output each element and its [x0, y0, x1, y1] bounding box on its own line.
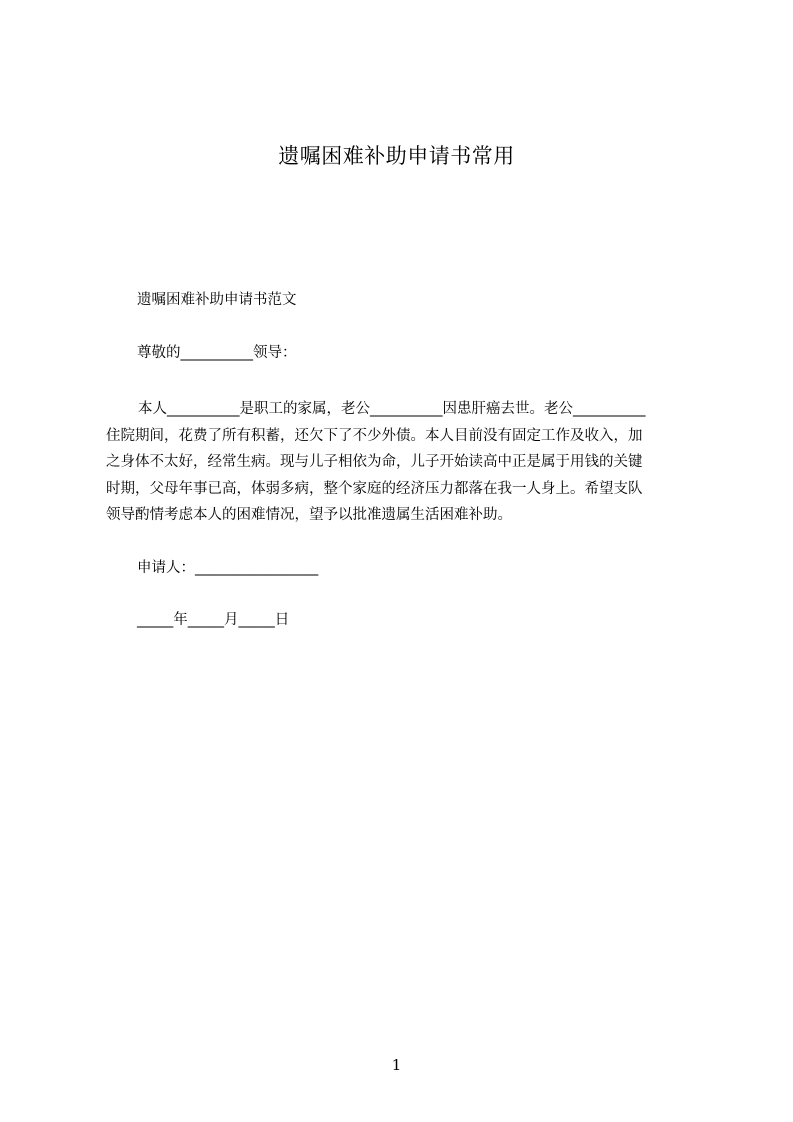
body-line: 时期，父母年事已高，体弱多病，整个家庭的经济压力都落在我一人身上。希望支队 [106, 480, 643, 497]
document-heading: 遗嘱困难补助申请书范文 [137, 292, 297, 308]
body-line: 本人__________是职工的家属，老公__________因患肝癌去世。老公__________ [138, 401, 646, 417]
body-paragraph [106, 396, 702, 529]
page-number: 1 [391, 1056, 402, 1074]
salutation-line: 尊敬的__________领导： [137, 345, 297, 361]
body-line: 领导酌情考虑本人的困难情况，望予以批准遗属生活困难补助。 [106, 507, 512, 523]
date-line: _____年_____月_____日 [137, 612, 290, 628]
body-line: 住院期间，花费了所有积蓄，还欠下了不少外债。本人目前没有固定工作及收入，加 [106, 427, 643, 444]
document-title: 遗嘱困难补助申请书常用 [278, 144, 515, 168]
applicant-signature-line: 申请人：_________________ [137, 560, 319, 576]
body-line: 之身体不太好，经常生病。现与儿子相依为命，儿子开始读高中正是属于用钱的关键 [106, 454, 643, 470]
